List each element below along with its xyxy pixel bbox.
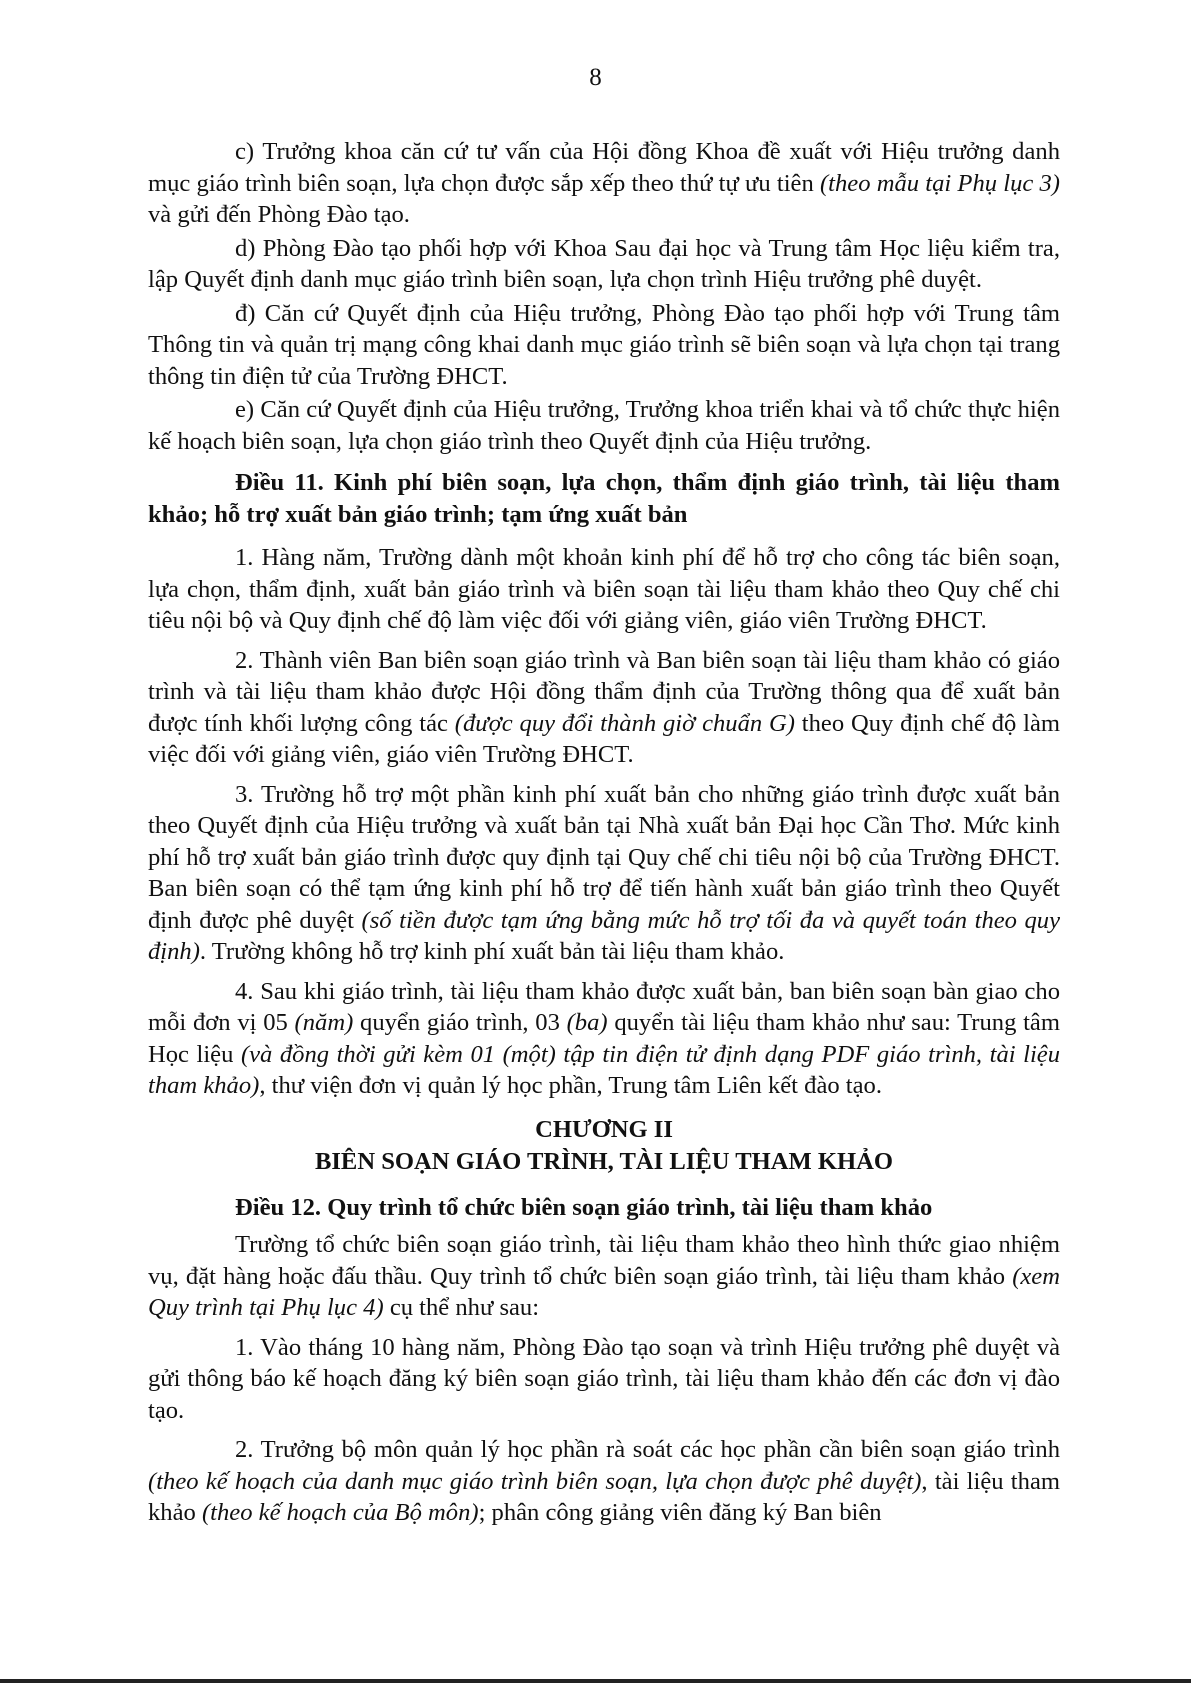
paragraph-text: , tài liệu tham khảo [148,1467,1060,1526]
paragraph-italic: (và đồng thời gửi kèm 01 (một) tập tin điện tử định dạng PDF giáo trình, tài liệu tham khảo) [148,1040,1060,1099]
paragraph-italic: (xem Quy trình tại Phụ lục 4) [148,1262,1060,1321]
paragraph-text: 3. Trường hỗ trợ một phần kinh phí xuất bản cho những giáo trình được xuất bản theo Quyết định của Hiệu trưởng và xuất bản tại Nhà xuất bản Đại học Cần Thơ. Mức kinh phí hỗ trợ xuất bản giáo trình được quy định tại Quy chế chi tiêu nội bộ của Trường ĐHCT. Ban biên soạn có thể tạm ứng kinh phí hỗ trợ để tiến hành xuất bản giáo trình theo Quyết định được phê duyệt [148,780,1060,934]
paragraph-italic: (số tiền được tạm ứng bằng mức hỗ trợ tối đa và quyết toán theo quy định) [148,906,1060,965]
paragraph-text: . Trường không hỗ trợ kinh phí xuất bản tài liệu tham khảo. [199,938,785,965]
paragraph-text: 2. Trưởng bộ môn quản lý học phần rà soát các học phần cần biên soạn giáo trình [235,1436,1060,1463]
paragraph-dd: đ) Căn cứ Quyết định của Hiệu trưởng, Phòng Đào tạo phối hợp với Trung tâm Thông tin và quản trị mạng công khai danh mục giáo trình sẽ biên soạn và lựa chọn tại trang thông tin điện tử của Trường ĐHCT. [148,299,1060,390]
paragraph-text: theo Quy định chế độ làm việc đối với giảng viên, giáo viên Trường ĐHCT. [148,709,1060,768]
paragraph-text: quyển giáo trình, 03 [353,1009,567,1036]
paragraph-italic: (được quy đổi thành giờ chuẩn G) [454,709,795,737]
paragraph-text: c) Trưởng khoa căn cứ tư vấn của Hội đồng Khoa đề xuất với Hiệu trưởng danh mục giáo trình biên soạn, lựa chọn được sắp xếp theo thứ tự ưu tiên [148,138,1060,197]
chapter-heading [148,1114,1060,1178]
article-11-clause-4 [148,976,1060,1102]
paragraph-text: 2. Thành viên Ban biên soạn giáo trình và Ban biên soạn tài liệu tham khảo có giáo trình và tài liệu tham khảo được Hội đồng thẩm định của Trường thông qua để xuất bản được tính khối lượng công tác [148,646,1060,737]
paragraph-text: và gửi đến Phòng Đào tạo. [148,201,410,228]
paragraph-d: d) Phòng Đào tạo phối hợp với Khoa Sau đại học và Trung tâm Học liệu kiểm tra, lập Quyết định danh mục giáo trình biên soạn, lựa chọn trình Hiệu trưởng phê duyệt. [148,234,1060,293]
article-11-clause-3 [148,779,1060,968]
article-12-clause-1: 1. Vào tháng 10 hàng năm, Phòng Đào tạo soạn và trình Hiệu trưởng phê duyệt và gửi thông báo kế hoạch đăng ký biên soạn giáo trình, tài liệu tham khảo đến các đơn vị đào tạo. [148,1333,1060,1424]
paragraph-text: 4. Sau khi giáo trình, tài liệu tham khảo được xuất bản, ban biên soạn bàn giao cho mỗi đơn vị 05 [148,977,1060,1036]
chapter-title: BIÊN SOẠN GIÁO TRÌNH, TÀI LIỆU THAM KHẢO [314,1147,894,1175]
paragraph-text: Trường tổ chức biên soạn giáo trình, tài liệu tham khảo theo hình thức giao nhiệm vụ, đặt hàng hoặc đấu thầu. Quy trình tổ chức biên soạn giáo trình, tài liệu tham khảo [148,1231,1060,1290]
paragraph-c [148,136,1060,231]
document-body [148,136,1060,1537]
paragraph-text: ; phân công giảng viên đăng ký Ban biên [478,1499,882,1526]
article-11-clause-2 [148,645,1060,771]
paragraph-italic: (theo mẫu tại Phụ lục 3) [819,169,1060,197]
paragraph-e: e) Căn cứ Quyết định của Hiệu trưởng, Trưởng khoa triển khai và tổ chức thực hiện kế hoạch biên soạn, lựa chọn giáo trình theo Quyết định của Hiệu trưởng. [148,396,1060,455]
paragraph-text: cụ thể như sau: [383,1294,540,1321]
article-12-title: Điều 12. Quy trình tổ chức biên soạn giáo trình, tài liệu tham khảo [235,1193,933,1221]
article-11-clause-1: 1. Hàng năm, Trường dành một khoản kinh phí để hỗ trợ cho công tác biên soạn, lựa chọn, thẩm định, xuất bản giáo trình và biên soạn tài liệu tham khảo theo Quy chế chi tiêu nội bộ và Quy định chế độ làm việc đối với giảng viên, giáo viên Trường ĐHCT. [148,544,1060,634]
paragraph-text: , thư viện đơn vị quản lý học phần, Trung tâm Liên kết đào tạo. [259,1072,882,1099]
page-number: 8 [589,64,602,91]
article-11-title: Điều 11. Kinh phí biên soạn, lựa chọn, thẩm định giáo trình, tài liệu tham khảo; hỗ trợ xuất bản giáo trình; tạm ứng xuất bản [148,469,1060,528]
chapter-number: CHƯƠNG II [535,1115,673,1143]
article-12-intro [148,1229,1060,1324]
paragraph-italic: (theo kế hoạch của danh mục giáo trình biên soạn, lựa chọn được phê duyệt) [148,1467,922,1495]
paragraph-italic: (năm) [294,1009,354,1036]
paragraph-italic: (theo kế hoạch của Bộ môn) [201,1499,479,1526]
paragraph-italic: (ba) [566,1009,608,1036]
paragraph-text: quyển tài liệu tham khảo như sau: Trung tâm Học liệu [148,1009,1060,1068]
article-12-clause-2 [148,1434,1060,1529]
page-bottom-rule [0,1679,1191,1683]
